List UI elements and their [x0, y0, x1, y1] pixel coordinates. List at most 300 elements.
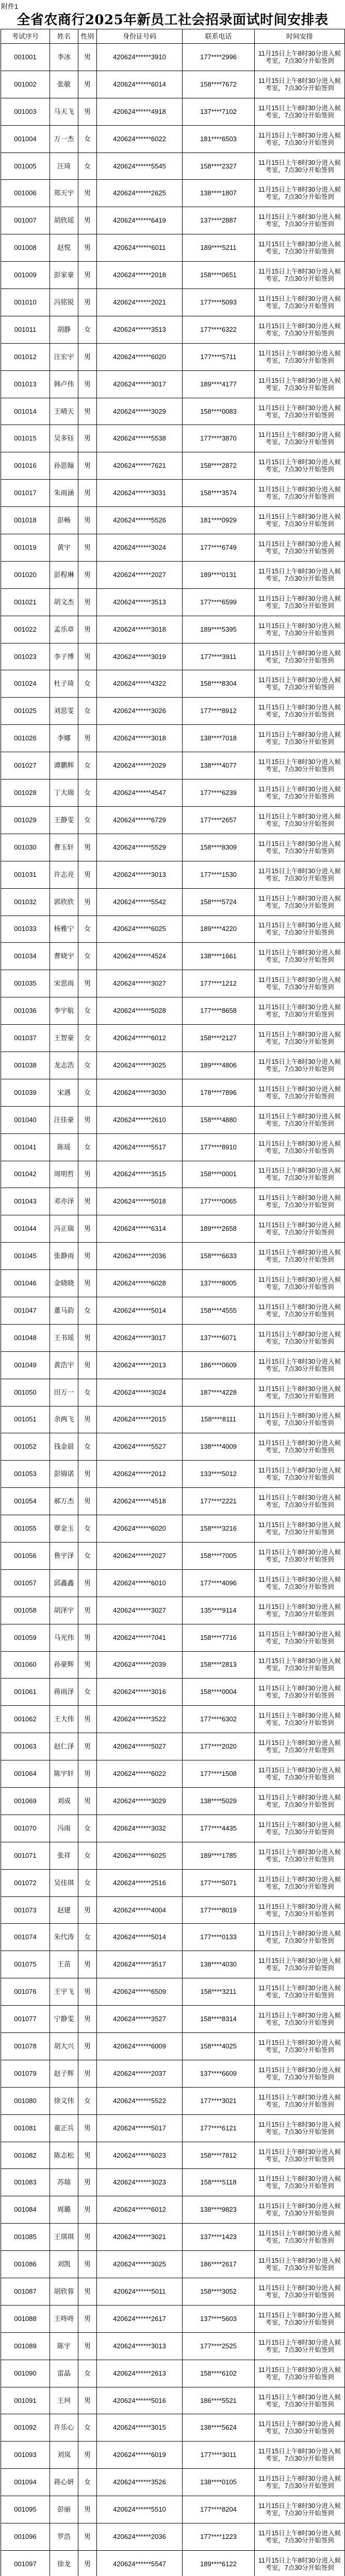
id-number-cell: 420624******3023 — [97, 2169, 183, 2196]
gender-cell: 男 — [78, 588, 97, 616]
phone-cell: 177****6599 — [183, 588, 255, 616]
name-cell: 王咚咚 — [50, 2305, 78, 2332]
gender-cell: 女 — [78, 2414, 97, 2442]
phone-cell: 189****6122 — [183, 2550, 255, 2576]
gender-cell: 男 — [78, 1351, 97, 1379]
id-number-cell: 420624******6011 — [97, 234, 183, 262]
gender-cell: 男 — [78, 1161, 97, 1188]
gender-cell: 男 — [78, 1597, 97, 1624]
time-schedule-cell: 11月15日上午8时30分进入候考室，7点30分开始签到 — [255, 2087, 345, 2114]
gender-cell: 男 — [78, 2169, 97, 2196]
id-number-cell: 420624******4547 — [97, 779, 183, 807]
phone-cell: 158****0651 — [183, 262, 255, 289]
id-number-cell: 420624******3016 — [97, 1679, 183, 1706]
id-number-cell: 420624******2012 — [97, 1461, 183, 1488]
id-number-cell: 420624******3021 — [97, 2224, 183, 2251]
gender-cell: 男 — [78, 1406, 97, 1433]
id-number-cell: 420624******6509 — [97, 1978, 183, 2006]
table-row — [1, 2414, 345, 2442]
time-schedule-cell: 11月15日上午8时30分进入候考室，7点30分开始签到 — [255, 888, 345, 916]
gender-cell: 男 — [78, 1488, 97, 1515]
exam-number-cell: 001057 — [1, 1569, 50, 1597]
phone-cell: 181****6503 — [183, 125, 255, 152]
table-row — [1, 670, 345, 698]
gender-cell: 男 — [78, 1106, 97, 1133]
exam-number-cell: 001046 — [1, 1270, 50, 1297]
name-cell: 郝万杰 — [50, 1488, 78, 1515]
phone-cell: 177****6322 — [183, 316, 255, 343]
exam-number-cell: 001094 — [1, 2469, 50, 2496]
id-number-cell: 420624******6419 — [97, 207, 183, 234]
exam-number-cell: 001043 — [1, 1188, 50, 1215]
name-cell: 王珂 — [50, 2387, 78, 2414]
phone-cell: 177****8204 — [183, 2496, 255, 2523]
id-number-cell: 420624******6020 — [97, 343, 183, 370]
exam-number-cell: 001059 — [1, 1624, 50, 1651]
time-schedule-cell: 11月15日上午8时30分进入候考室，7点30分开始签到 — [255, 534, 345, 562]
gender-cell: 女 — [78, 1079, 97, 1106]
table-row — [1, 997, 345, 1025]
gender-cell: 男 — [78, 1651, 97, 1679]
phone-cell: 177****2657 — [183, 806, 255, 834]
phone-cell: 158****7005 — [183, 1542, 255, 1569]
table-row — [1, 1679, 345, 1706]
phone-cell: 138****9823 — [183, 2196, 255, 2224]
phone-cell: 177****8019 — [183, 1896, 255, 1924]
table-header — [1, 29, 345, 44]
name-cell: 周璐 — [50, 2196, 78, 2224]
time-schedule-cell: 11月15日上午8时30分进入候考室，7点30分开始签到 — [255, 2442, 345, 2469]
gender-cell: 男 — [78, 2278, 97, 2306]
time-schedule-cell: 11月15日上午8时30分进入候考室，7点30分开始签到 — [255, 480, 345, 507]
id-number-cell: 420624******5526 — [97, 507, 183, 534]
table-row — [1, 2442, 345, 2469]
name-cell: 王琪琪 — [50, 2224, 78, 2251]
exam-number-cell: 001019 — [1, 534, 50, 562]
table-row — [1, 1270, 345, 1297]
gender-cell: 女 — [78, 1297, 97, 1324]
id-number-cell: 420624******2013 — [97, 1351, 183, 1379]
table-row — [1, 2251, 345, 2278]
id-number-cell: 420624******2610 — [97, 1106, 183, 1133]
name-cell: 彭畅 — [50, 507, 78, 534]
name-cell: 冯铭锐 — [50, 289, 78, 316]
table-row — [1, 2360, 345, 2387]
phone-cell: 177****4435 — [183, 1815, 255, 1842]
time-schedule-cell: 11月15日上午8时30分进入候考室，7点30分开始签到 — [255, 1133, 345, 1161]
table-row — [1, 2332, 345, 2360]
time-schedule-cell: 11月15日上午8时30分进入候考室，7点30分开始签到 — [255, 2332, 345, 2360]
exam-number-cell: 001003 — [1, 98, 50, 125]
gender-cell: 男 — [78, 480, 97, 507]
name-cell: 李子博 — [50, 643, 78, 670]
gender-cell: 男 — [78, 262, 97, 289]
id-number-cell: 420624******2027 — [97, 1542, 183, 1569]
time-schedule-cell: 11月15日上午8时30分进入候考室，7点30分开始签到 — [255, 806, 345, 834]
phone-cell: 177****1212 — [183, 970, 255, 997]
id-number-cell: 420624******3017 — [97, 1324, 183, 1351]
table-row — [1, 2523, 345, 2551]
exam-number-cell: 001029 — [1, 806, 50, 834]
name-cell: 胡大兴 — [50, 2033, 78, 2060]
id-number-cell: 420624******3017 — [97, 370, 183, 398]
phone-cell: 158****0001 — [183, 1161, 255, 1188]
table-row — [1, 2278, 345, 2306]
name-cell: 冯雨 — [50, 1815, 78, 1842]
name-cell: 汪佳豪 — [50, 1106, 78, 1133]
gender-cell: 女 — [78, 916, 97, 943]
name-cell: 张静雨 — [50, 1243, 78, 1270]
exam-number-cell: 001079 — [1, 2060, 50, 2087]
id-number-cell: 420624******2037 — [97, 2060, 183, 2087]
phone-cell: 158****4555 — [183, 1297, 255, 1324]
table-row — [1, 2196, 345, 2224]
name-cell: 邓亦泽 — [50, 1188, 78, 1215]
time-schedule-cell: 11月15日上午8时30分进入候考室，7点30分开始签到 — [255, 207, 345, 234]
phone-cell: 186****2617 — [183, 2251, 255, 2278]
gender-cell: 男 — [78, 2332, 97, 2360]
table-row — [1, 1433, 345, 1461]
exam-number-cell: 001017 — [1, 480, 50, 507]
name-cell: 陈宇 — [50, 2332, 78, 2360]
phone-cell: 158****0083 — [183, 398, 255, 425]
table-row — [1, 1788, 345, 1815]
table-row — [1, 452, 345, 480]
exam-number-cell: 001050 — [1, 1379, 50, 1406]
table-row — [1, 1243, 345, 1270]
phone-cell: 177****6302 — [183, 1706, 255, 1733]
time-schedule-cell: 11月15日上午8时30分进入候考室，7点30分开始签到 — [255, 2114, 345, 2142]
id-number-cell: 420624******3522 — [97, 1706, 183, 1733]
exam-number-cell: 001056 — [1, 1542, 50, 1569]
table-row — [1, 2224, 345, 2251]
phone-cell: 138****4030 — [183, 1951, 255, 1978]
table-row — [1, 2087, 345, 2114]
exam-number-cell: 001083 — [1, 2169, 50, 2196]
name-cell: 朱代涛 — [50, 1924, 78, 1951]
time-schedule-cell: 11月15日上午8时30分进入候考室，7点30分开始签到 — [255, 44, 345, 71]
name-cell: 陈瑶 — [50, 1133, 78, 1161]
exam-number-cell: 001069 — [1, 1788, 50, 1815]
table-row — [1, 1188, 345, 1215]
name-cell: 童正兵 — [50, 2114, 78, 2142]
gender-cell: 男 — [78, 44, 97, 71]
phone-cell: 137****6071 — [183, 1324, 255, 1351]
phone-cell: 177****1223 — [183, 2523, 255, 2551]
table-row — [1, 1406, 345, 1433]
exam-number-cell: 001032 — [1, 888, 50, 916]
gender-cell: 男 — [78, 561, 97, 588]
phone-cell: 177****8912 — [183, 698, 255, 725]
schedule-table — [1, 29, 345, 2576]
exam-number-cell: 001030 — [1, 834, 50, 861]
id-number-cell: 420624******5016 — [97, 2387, 183, 2414]
id-number-cell: 420624******7621 — [97, 452, 183, 480]
time-schedule-cell: 11月15日上午8时30分进入候考室，7点30分开始签到 — [255, 1379, 345, 1406]
table-body — [1, 44, 345, 2576]
id-number-cell: 420624******6025 — [97, 916, 183, 943]
phone-cell: 158****3052 — [183, 2278, 255, 2306]
time-schedule-cell: 11月15日上午8时30分进入候考室，7点30分开始签到 — [255, 1406, 345, 1433]
exam-number-cell: 001063 — [1, 1733, 50, 1760]
phone-cell: 135****9114 — [183, 1597, 255, 1624]
name-cell: 王苗 — [50, 1951, 78, 1978]
phone-cell: 189****4806 — [183, 1052, 255, 1079]
table-row — [1, 207, 345, 234]
time-schedule-cell: 11月15日上午8时30分进入候考室，7点30分开始签到 — [255, 2060, 345, 2087]
id-number-cell: 420624******6729 — [97, 806, 183, 834]
id-number-cell: 420624******3517 — [97, 1951, 183, 1978]
time-schedule-cell: 11月15日上午8时30分进入候考室，7点30分开始签到 — [255, 1461, 345, 1488]
gender-cell: 女 — [78, 152, 97, 180]
time-schedule-cell: 11月15日上午8时30分进入候考室，7点30分开始签到 — [255, 180, 345, 207]
name-cell: 胡欣瑶 — [50, 207, 78, 234]
id-number-cell: 420624******3025 — [97, 2251, 183, 2278]
id-number-cell: 420624******5529 — [97, 834, 183, 861]
phone-cell: 177****3911 — [183, 643, 255, 670]
phone-cell: 158****8314 — [183, 2006, 255, 2033]
id-number-cell: 420624******6014 — [97, 71, 183, 98]
table-row — [1, 2033, 345, 2060]
exam-number-cell: 001085 — [1, 2224, 50, 2251]
phone-cell: 177****6239 — [183, 779, 255, 807]
gender-cell: 男 — [78, 98, 97, 125]
gender-cell: 男 — [78, 1215, 97, 1243]
table-row — [1, 534, 345, 562]
table-row — [1, 1161, 345, 1188]
table-row — [1, 1297, 345, 1324]
id-number-cell: 420624******5538 — [97, 425, 183, 452]
name-cell: 许志亮 — [50, 861, 78, 888]
time-schedule-cell: 11月15日上午8时30分进入候考室，7点30分开始签到 — [255, 1052, 345, 1079]
gender-cell: 女 — [78, 1025, 97, 1052]
name-cell: 彭家豪 — [50, 262, 78, 289]
time-schedule-cell: 11月15日上午8时30分进入候考室，7点30分开始签到 — [255, 698, 345, 725]
phone-cell: 138****5029 — [183, 1788, 255, 1815]
id-number-cell: 420624******2036 — [97, 1243, 183, 1270]
exam-number-cell: 001006 — [1, 180, 50, 207]
id-number-cell: 420624******6023 — [97, 2142, 183, 2169]
phone-cell: 158****8111 — [183, 1406, 255, 1433]
name-cell: 雷晶 — [50, 2360, 78, 2387]
table-row — [1, 2060, 345, 2087]
phone-cell: 177****3011 — [183, 2442, 255, 2469]
gender-cell: 男 — [78, 643, 97, 670]
exam-number-cell: 001045 — [1, 1243, 50, 1270]
name-cell: 黄宇 — [50, 534, 78, 562]
phone-cell: 177****5071 — [183, 1869, 255, 1896]
exam-number-cell: 001041 — [1, 1133, 50, 1161]
id-number-cell: 420624******5545 — [97, 152, 183, 180]
gender-cell: 男 — [78, 534, 97, 562]
time-schedule-cell: 11月15日上午8时30分进入候考室，7点30分开始签到 — [255, 834, 345, 861]
id-number-cell: 420624******2027 — [97, 561, 183, 588]
exam-number-cell: 001023 — [1, 643, 50, 670]
time-schedule-cell: 11月15日上午8时30分进入候考室，7点30分开始签到 — [255, 561, 345, 588]
time-schedule-cell: 11月15日上午8时30分进入候考室，7点30分开始签到 — [255, 1624, 345, 1651]
id-number-cell: 420624******3025 — [97, 1052, 183, 1079]
gender-cell: 男 — [78, 234, 97, 262]
table-row — [1, 1351, 345, 1379]
table-row — [1, 1869, 345, 1896]
id-number-cell: 420624******3026 — [97, 698, 183, 725]
table-row — [1, 152, 345, 180]
gender-cell: 女 — [78, 2469, 97, 2496]
document-title: 全省农商行2025年新员工社会招录面试时间安排表 — [17, 12, 328, 28]
phone-cell: 177****3870 — [183, 425, 255, 452]
phone-cell: 177****2221 — [183, 1488, 255, 1515]
exam-number-cell: 001092 — [1, 2414, 50, 2442]
time-schedule-cell: 11月15日上午8时30分进入候考室，7点30分开始签到 — [255, 1597, 345, 1624]
phone-cell: 177****8910 — [183, 1133, 255, 1161]
gender-cell: 女 — [78, 806, 97, 834]
exam-number-cell: 001042 — [1, 1161, 50, 1188]
id-number-cell: 420624******6012 — [97, 2196, 183, 2224]
exam-number-cell: 001036 — [1, 997, 50, 1025]
table-row — [1, 2496, 345, 2523]
table-row — [1, 643, 345, 670]
name-cell: 郑天宇 — [50, 180, 78, 207]
gender-cell: 男 — [78, 1706, 97, 1733]
id-number-cell: 420624******3513 — [97, 316, 183, 343]
name-cell: 王宇飞 — [50, 1978, 78, 2006]
phone-cell: 158****8309 — [183, 834, 255, 861]
gender-cell: 女 — [78, 1679, 97, 1706]
table-row — [1, 834, 345, 861]
id-number-cell: 420624******5018 — [97, 1188, 183, 1215]
gender-cell: 男 — [78, 2224, 97, 2251]
table-row — [1, 1379, 345, 1406]
id-number-cell: 420624******2613 — [97, 2360, 183, 2387]
id-number-cell: 420624******2516 — [97, 1869, 183, 1896]
exam-number-cell: 001005 — [1, 152, 50, 180]
name-cell: 宋遇 — [50, 1079, 78, 1106]
name-cell: 马天飞 — [50, 98, 78, 125]
exam-number-cell: 001082 — [1, 2142, 50, 2169]
time-schedule-cell: 11月15日上午8时30分进入候考室，7点30分开始签到 — [255, 943, 345, 970]
exam-number-cell: 001015 — [1, 425, 50, 452]
time-schedule-cell: 11月15日上午8时30分进入候考室，7点30分开始签到 — [255, 1025, 345, 1052]
exam-number-cell: 001035 — [1, 970, 50, 997]
name-cell: 曹玉轩 — [50, 834, 78, 861]
gender-cell: 女 — [78, 1052, 97, 1079]
name-cell: 黄浩宇 — [50, 1351, 78, 1379]
phone-cell: 158****6633 — [183, 1243, 255, 1270]
time-schedule-cell: 11月15日上午8时30分进入候考室，7点30分开始签到 — [255, 125, 345, 152]
gender-cell: 男 — [78, 2442, 97, 2469]
name-cell: 胡泽宇 — [50, 1597, 78, 1624]
phone-cell: 177****1530 — [183, 861, 255, 888]
gender-cell: 女 — [78, 125, 97, 152]
time-schedule-cell: 11月15日上午8时30分进入候考室，7点30分开始签到 — [255, 98, 345, 125]
name-cell: 赵悦 — [50, 234, 78, 262]
id-number-cell: 420624******3527 — [97, 2006, 183, 2033]
table-row — [1, 1651, 345, 1679]
gender-cell: 男 — [78, 425, 97, 452]
id-number-cell: 420624******5014 — [97, 1297, 183, 1324]
phone-cell: 178****7896 — [183, 1079, 255, 1106]
id-number-cell: 420624******2625 — [97, 180, 183, 207]
exam-number-cell: 001096 — [1, 2523, 50, 2551]
exam-number-cell: 001020 — [1, 561, 50, 588]
name-cell: 王静雯 — [50, 806, 78, 834]
phone-cell: 181****0929 — [183, 507, 255, 534]
time-schedule-cell: 11月15日上午8时30分进入候考室，7点30分开始签到 — [255, 2469, 345, 2496]
id-number-cell: 420624******5522 — [97, 2087, 183, 2114]
time-schedule-cell: 11月15日上午8时30分进入候考室，7点30分开始签到 — [255, 752, 345, 779]
time-schedule-cell: 11月15日上午8时30分进入候考室，7点30分开始签到 — [255, 1270, 345, 1297]
phone-cell: 137****7102 — [183, 98, 255, 125]
name-cell: 刘思雯 — [50, 698, 78, 725]
gender-cell: 男 — [78, 2060, 97, 2087]
gender-cell: 男 — [78, 2305, 97, 2332]
time-schedule-cell: 11月15日上午8时30分进入候考室，7点30分开始签到 — [255, 2550, 345, 2576]
exam-number-cell: 001008 — [1, 234, 50, 262]
table-row — [1, 71, 345, 98]
id-number-cell: 420624******4524 — [97, 943, 183, 970]
gender-cell: 男 — [78, 2550, 97, 2576]
attachment-label: 附件1 — [1, 3, 19, 10]
phone-cell: 137****5603 — [183, 2305, 255, 2332]
gender-cell: 男 — [78, 2114, 97, 2142]
phone-cell: 189****5395 — [183, 616, 255, 643]
name-cell: 汪琦 — [50, 152, 78, 180]
time-schedule-cell: 11月15日上午8时30分进入候考室，7点30分开始签到 — [255, 1488, 345, 1515]
id-number-cell: 420624******2039 — [97, 1651, 183, 1679]
gender-cell: 男 — [78, 1733, 97, 1760]
phone-cell: 158****3574 — [183, 480, 255, 507]
exam-number-cell: 001033 — [1, 916, 50, 943]
time-schedule-cell: 11月15日上午8时30分进入候考室，7点30分开始签到 — [255, 1924, 345, 1951]
id-number-cell: 420624******3030 — [97, 1079, 183, 1106]
name-cell: 刘成 — [50, 1788, 78, 1815]
gender-cell: 男 — [78, 2196, 97, 2224]
exam-number-cell: 001011 — [1, 316, 50, 343]
gender-cell: 男 — [78, 1788, 97, 1815]
name-cell: 王晴天 — [50, 398, 78, 425]
gender-cell: 女 — [78, 779, 97, 807]
name-cell: 彭程琳 — [50, 561, 78, 588]
id-number-cell: 420624******3910 — [97, 44, 183, 71]
exam-number-cell: 001058 — [1, 1597, 50, 1624]
table-row — [1, 1624, 345, 1651]
name-cell: 吴多钰 — [50, 425, 78, 452]
id-number-cell: 420624******3019 — [97, 643, 183, 670]
name-cell: 韩卢伟 — [50, 370, 78, 398]
time-schedule-cell: 11月15日上午8时30分进入候考室，7点30分开始签到 — [255, 1542, 345, 1569]
id-number-cell: 420624******5547 — [97, 2550, 183, 2576]
table-row — [1, 343, 345, 370]
time-schedule-cell: 11月15日上午8时30分进入候考室，7点30分开始签到 — [255, 1433, 345, 1461]
name-cell: 丁大瑞 — [50, 779, 78, 807]
id-number-cell: 420624******5542 — [97, 888, 183, 916]
table-row — [1, 289, 345, 316]
exam-number-cell: 001026 — [1, 725, 50, 752]
table-row — [1, 125, 345, 152]
table-row — [1, 888, 345, 916]
exam-number-cell: 001084 — [1, 2196, 50, 2224]
name-cell: 王大伟 — [50, 1706, 78, 1733]
exam-number-cell: 001044 — [1, 1215, 50, 1243]
exam-number-cell: 001048 — [1, 1324, 50, 1351]
time-schedule-cell: 11月15日上午8时30分进入候考室，7点30分开始签到 — [255, 152, 345, 180]
name-cell: 彭锦诺 — [50, 1461, 78, 1488]
id-number-cell: 420624******4918 — [97, 98, 183, 125]
time-schedule-cell: 11月15日上午8时30分进入候考室，7点30分开始签到 — [255, 1842, 345, 1869]
time-schedule-cell: 11月15日上午8时30分进入候考室，7点30分开始签到 — [255, 370, 345, 398]
gender-cell: 女 — [78, 2087, 97, 2114]
exam-number-cell: 001078 — [1, 2033, 50, 2060]
